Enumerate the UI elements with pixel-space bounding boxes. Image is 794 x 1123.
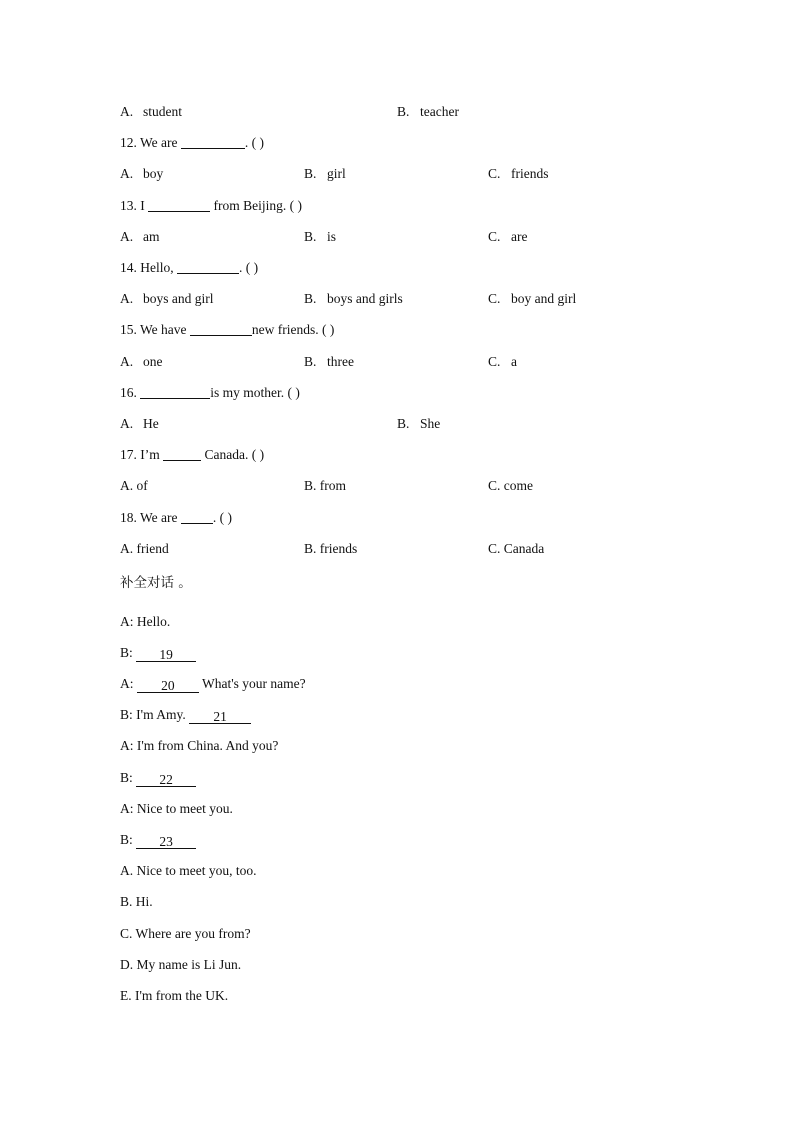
q18-options xyxy=(120,541,720,557)
option-a: A. one xyxy=(120,354,163,369)
option-b: B. teacher xyxy=(397,104,459,119)
option-c: C. come xyxy=(488,478,533,493)
q14-options xyxy=(120,291,720,307)
question-17: 17. I’m Canada. ( ) xyxy=(120,447,265,462)
option-a: A. boy xyxy=(120,166,164,181)
option-c: C. are xyxy=(488,229,528,244)
dialogue-line-3: A: 20 What's your name? xyxy=(120,676,306,693)
answer-option-d: D. My name is Li Jun. xyxy=(120,957,242,972)
answer-option-e: E. I'm from the UK. xyxy=(120,988,229,1003)
dialogue-line-4: B: I'm Amy. 21 xyxy=(120,707,251,724)
dialogue-blank-23[interactable]: 23 xyxy=(136,835,196,849)
dialogue-blank-21[interactable]: 21 xyxy=(189,710,251,724)
q16-options xyxy=(120,416,720,432)
section-title: 补全对话 。 xyxy=(120,575,192,591)
answer-option-a: A. Nice to meet you, too. xyxy=(120,863,257,878)
answer-option-b: B. Hi. xyxy=(120,894,153,909)
question-12: 12. We are . ( ) xyxy=(120,135,265,150)
option-a: A. friend xyxy=(120,541,169,556)
option-b: B. friends xyxy=(304,541,358,556)
dialogue-line-5: A: I'm from China. And you? xyxy=(120,738,279,753)
q11-options xyxy=(120,104,720,120)
question-14: 14. Hello, . ( ) xyxy=(120,260,259,275)
option-c: C. friends xyxy=(488,166,549,181)
answer-blank[interactable] xyxy=(163,447,201,461)
question-13: 13. I from Beijing. ( ) xyxy=(120,198,302,213)
question-16: 16. is my mother. ( ) xyxy=(120,385,300,400)
option-c: C. Canada xyxy=(488,541,545,556)
option-c: C. a xyxy=(488,354,517,369)
answer-blank[interactable] xyxy=(148,198,210,212)
dialogue-line-7: A: Nice to meet you. xyxy=(120,801,233,816)
answer-option-c: C. Where are you from? xyxy=(120,926,251,941)
option-b: B. three xyxy=(304,354,354,369)
option-a: A. of xyxy=(120,478,148,493)
option-b: B. from xyxy=(304,478,346,493)
dialogue-line-6: B: 22 xyxy=(120,770,196,787)
q17-options xyxy=(120,478,720,494)
option-a: A. am xyxy=(120,229,160,244)
option-c: C. boy and girl xyxy=(488,291,577,306)
answer-blank[interactable] xyxy=(140,385,210,399)
dialogue-blank-22[interactable]: 22 xyxy=(136,773,196,787)
answer-blank[interactable] xyxy=(190,322,252,336)
option-b: B. She xyxy=(397,416,441,431)
question-15: 15. We have new friends. ( ) xyxy=(120,322,335,337)
q15-options xyxy=(120,354,720,370)
option-a: A. student xyxy=(120,104,182,119)
dialogue-line-8: B: 23 xyxy=(120,832,196,849)
q12-options xyxy=(120,166,720,182)
option-b: B. boys and girls xyxy=(304,291,403,306)
question-18: 18. We are . ( ) xyxy=(120,510,233,525)
answer-blank[interactable] xyxy=(177,260,239,274)
dialogue-blank-19[interactable]: 19 xyxy=(136,648,196,662)
answer-blank[interactable] xyxy=(181,510,213,524)
option-b: B. is xyxy=(304,229,337,244)
dialogue-line-1: A: Hello. xyxy=(120,614,171,629)
answer-blank[interactable] xyxy=(181,135,245,149)
option-a: A. He xyxy=(120,416,159,431)
dialogue-line-2: B: 19 xyxy=(120,645,196,662)
option-b: B. girl xyxy=(304,166,346,181)
option-a: A. boys and girl xyxy=(120,291,214,306)
dialogue-blank-20[interactable]: 20 xyxy=(137,679,199,693)
q13-options xyxy=(120,229,720,245)
